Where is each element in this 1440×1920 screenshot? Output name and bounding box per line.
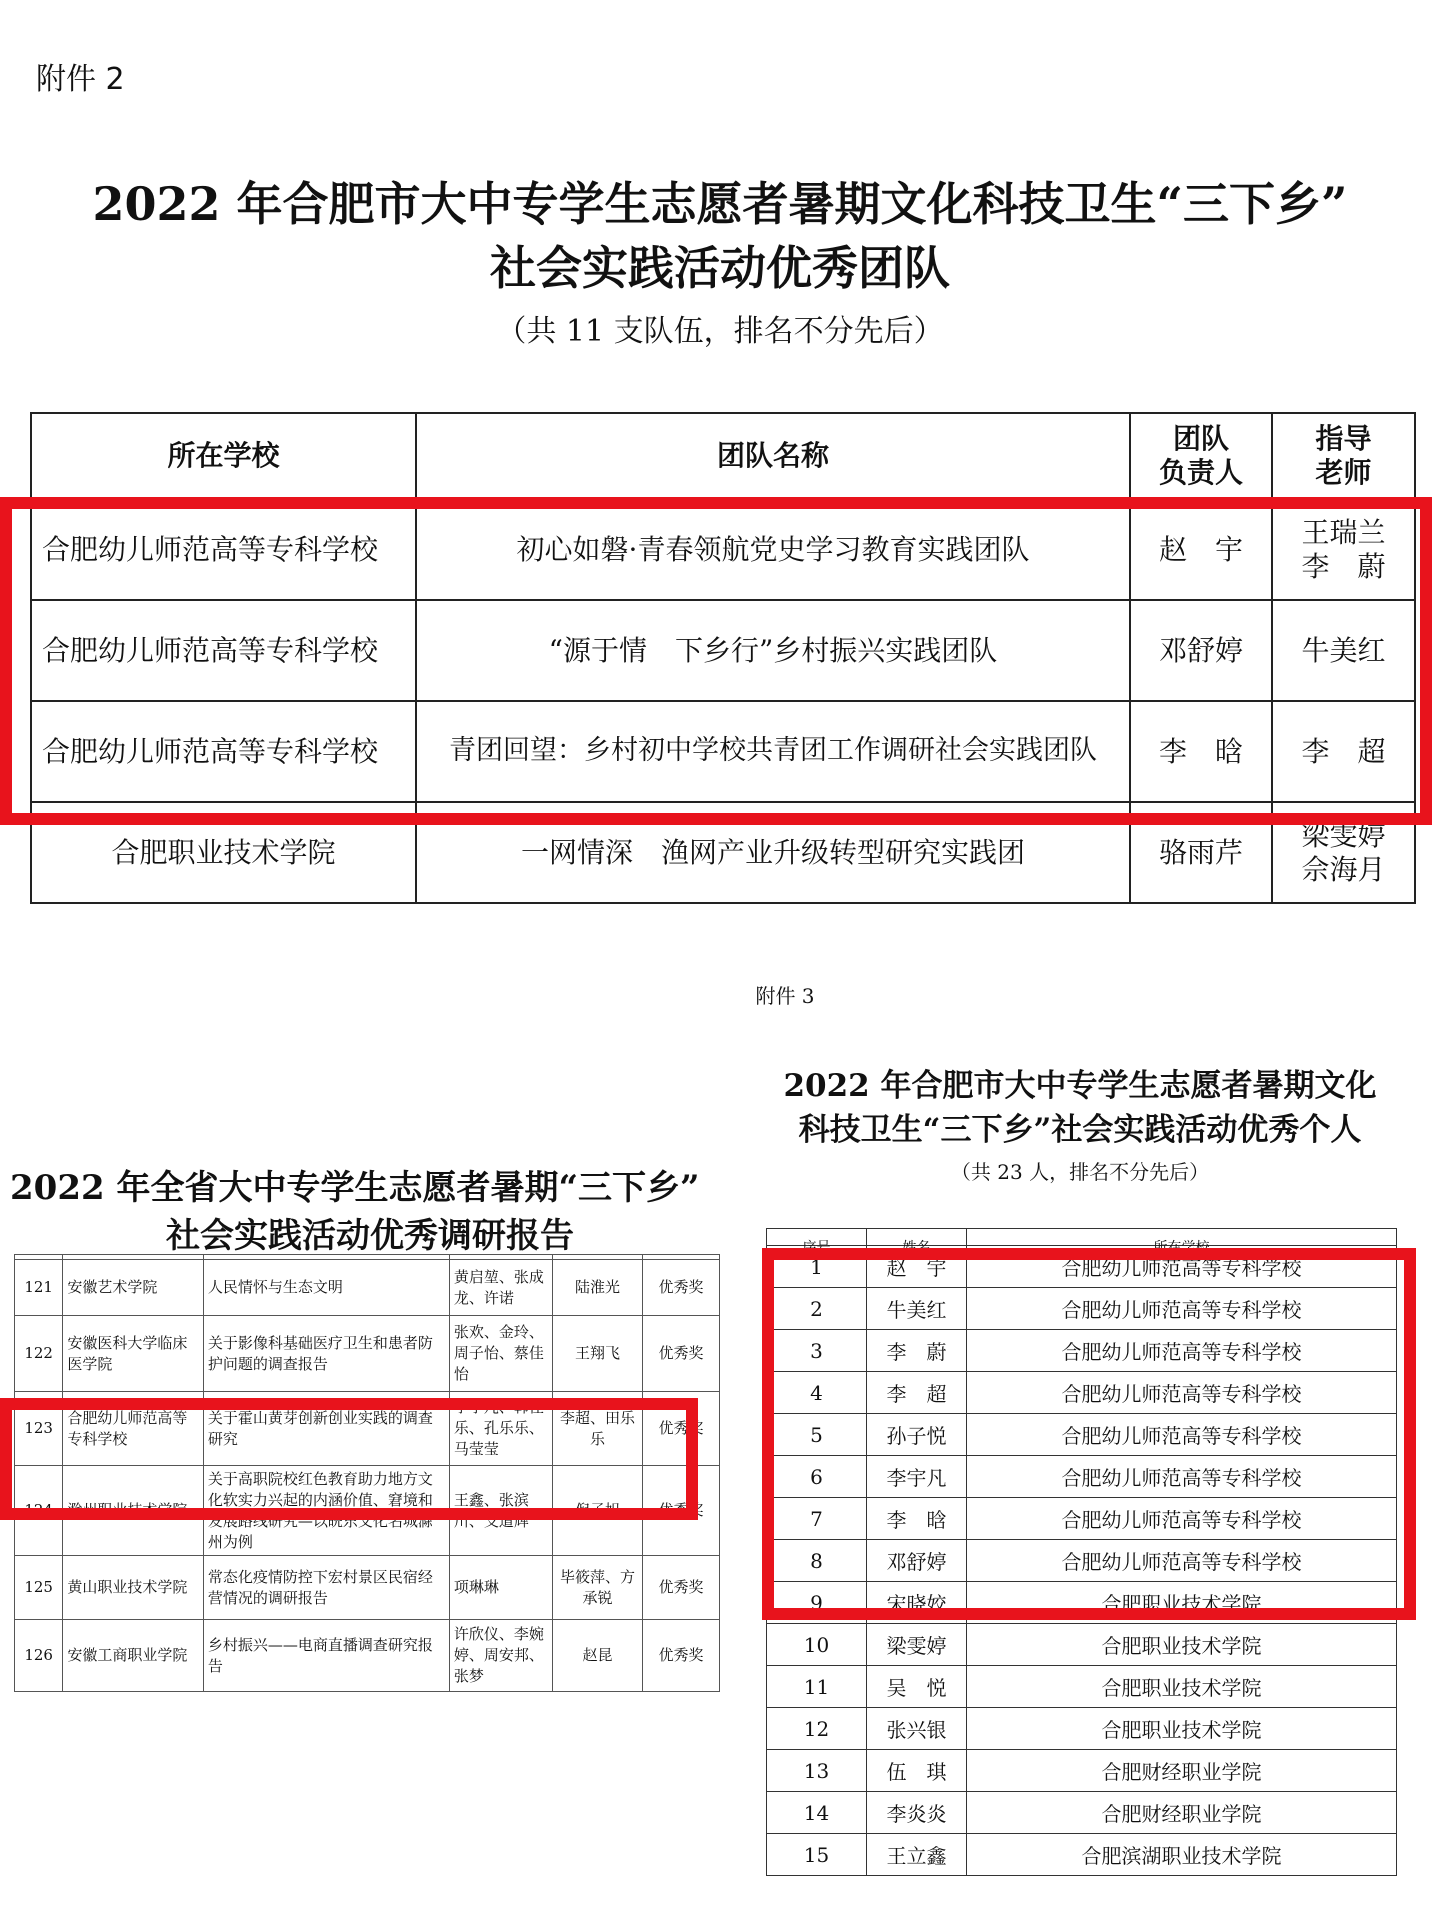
table-header-row <box>767 1229 1397 1246</box>
cell-no: 10 <box>767 1624 867 1666</box>
cell-school: 合肥滨湖职业技术学院 <box>967 1834 1397 1876</box>
header-leader-line1: 团队 <box>1172 422 1229 456</box>
cell-award: 优秀奖 <box>643 1556 720 1620</box>
cell-no: 15 <box>767 1834 867 1876</box>
cell-no: 2 <box>767 1288 867 1330</box>
header-team: 团队名称 <box>416 413 1130 499</box>
research-reports-table <box>14 1254 720 1692</box>
cell-name: 王立鑫 <box>867 1834 967 1876</box>
table-row <box>15 1556 720 1620</box>
cell-school: 合肥财经职业学院 <box>967 1750 1397 1792</box>
cell-no: 124 <box>15 1466 63 1556</box>
header-school: 所在学校 <box>31 413 416 499</box>
cell-leader: 李 晗 <box>1130 701 1272 802</box>
cell-school: 安徽艺术学院 <box>63 1260 204 1316</box>
cell-school: 合肥幼儿师范高等专科学校 <box>967 1288 1397 1330</box>
header-no-text: 序号 <box>802 1240 831 1256</box>
cell-school: 合肥职业技术学院 <box>967 1666 1397 1708</box>
cell-report-title: 乡村振兴——电商直播调查研究报告 <box>203 1620 449 1692</box>
header-name-text: 姓名 <box>902 1240 931 1256</box>
cell-report-title: 关于高职院校红色教育助力地方文化软实力兴起的内涵价值、窘境和发展路线研究—以皖东文化名城滁州为例 <box>203 1466 449 1556</box>
table-row <box>767 1246 1397 1288</box>
cell-school: 合肥职业技术学院 <box>967 1582 1397 1624</box>
cell-school: 合肥幼儿师范高等专科学校 <box>967 1498 1397 1540</box>
cell-report-title: 人民情怀与生态文明 <box>203 1260 449 1316</box>
cell-no: 125 <box>15 1556 63 1620</box>
table-row <box>31 499 1415 600</box>
table-row <box>767 1666 1397 1708</box>
cell-name: 张兴银 <box>867 1708 967 1750</box>
cell-award: 优秀奖 <box>643 1466 720 1556</box>
cell-school: 合肥幼儿师范高等专科学校 <box>967 1456 1397 1498</box>
table-row <box>767 1372 1397 1414</box>
cell-school: 合肥职业技术学院 <box>967 1708 1397 1750</box>
cell-members: 许欣仪、李婉婷、周安邦、张梦 <box>449 1620 552 1692</box>
cell-school: 安徽工商职业学院 <box>63 1620 204 1692</box>
cell-no: 123 <box>15 1392 63 1466</box>
excellent-teams-table <box>30 412 1416 904</box>
table-row <box>767 1456 1397 1498</box>
cell-school: 合肥幼儿师范高等专科学校 <box>31 499 416 600</box>
header-school <box>967 1229 1397 1256</box>
cell-advisor: 赵昆 <box>553 1620 643 1692</box>
document-subtitle: （共 11 支队伍，排名不分先后） <box>496 314 944 349</box>
cell-name: 李 晗 <box>867 1498 967 1540</box>
cell-advisor <box>1272 499 1415 600</box>
cell-leader: 赵 宇 <box>1130 499 1272 600</box>
table-row <box>767 1414 1397 1456</box>
cell-team: 一网情深 渔网产业升级转型研究实践团 <box>416 802 1130 903</box>
cell-no: 12 <box>767 1708 867 1750</box>
attachment-3-label: 附件 3 <box>755 984 815 1008</box>
cell-report-title: 常态化疫情防控下宏村景区民宿经营情况的调研报告 <box>203 1556 449 1620</box>
cell-advisor: 李超、田乐乐 <box>553 1392 643 1466</box>
header-name <box>867 1229 967 1256</box>
cell-school: 合肥幼儿师范高等专科学校 <box>967 1330 1397 1372</box>
table-row <box>15 1620 720 1692</box>
cell-advisor: 李 超 <box>1272 701 1415 802</box>
cell-no: 122 <box>15 1316 63 1392</box>
cell-school: 合肥幼儿师范高等专科学校 <box>967 1246 1397 1288</box>
cell-name: 邓舒婷 <box>867 1540 967 1582</box>
header-leader <box>1130 413 1272 499</box>
cell-report-title: 关于霍山黄芽创新创业实践的调查研究 <box>203 1392 449 1466</box>
cell-members: 黄启堃、张成龙、许诺 <box>449 1260 552 1316</box>
table-row <box>767 1288 1397 1330</box>
cell-school: 滁州职业技术学院 <box>63 1466 204 1556</box>
header-advisor-line2: 老师 <box>1315 456 1372 489</box>
cell-school: 合肥幼儿师范高等专科学校 <box>967 1414 1397 1456</box>
cell-no: 11 <box>767 1666 867 1708</box>
cell-school: 合肥幼儿师范高等专科学校 <box>967 1372 1397 1414</box>
advisor-name: 李 蔚 <box>1301 549 1386 583</box>
header-leader-line2: 负责人 <box>1158 456 1243 489</box>
cell-school: 安徽医科大学临床医学院 <box>63 1316 204 1392</box>
table-row <box>767 1330 1397 1372</box>
attachment-2-label: 附件 2 <box>36 62 125 97</box>
cell-name: 牛美红 <box>867 1288 967 1330</box>
table-row <box>767 1834 1397 1876</box>
cell-no: 126 <box>15 1620 63 1692</box>
cell-name: 李 超 <box>867 1372 967 1414</box>
cell-name: 梁雯婷 <box>867 1624 967 1666</box>
cell-name: 李 蔚 <box>867 1330 967 1372</box>
cell-no: 14 <box>767 1792 867 1834</box>
table-row <box>15 1260 720 1316</box>
cell-name: 赵 宇 <box>867 1246 967 1288</box>
table-row <box>767 1750 1397 1792</box>
cell-no: 5 <box>767 1414 867 1456</box>
cell-no: 13 <box>767 1750 867 1792</box>
cell-no: 121 <box>15 1260 63 1316</box>
table-header-row <box>31 413 1415 499</box>
cell-name: 李炎炎 <box>867 1792 967 1834</box>
cell-leader: 邓舒婷 <box>1130 600 1272 701</box>
cell-no: 7 <box>767 1498 867 1540</box>
cell-advisor: 牛美红 <box>1272 600 1415 701</box>
cell-school: 合肥幼儿师范高等专科学校 <box>967 1540 1397 1582</box>
cell-no: 8 <box>767 1540 867 1582</box>
cell-members: 李宇凡、韩佳乐、孔乐乐、马莹莹 <box>449 1392 552 1466</box>
document-title-line2: 社会实践活动优秀团队 <box>490 241 950 295</box>
cell-advisor: 倪子旭 <box>553 1466 643 1556</box>
table-row <box>767 1792 1397 1834</box>
cell-team: “源于情 下乡行”乡村振兴实践团队 <box>416 600 1130 701</box>
cell-advisor <box>1272 802 1415 903</box>
cell-name: 宋晓姣 <box>867 1582 967 1624</box>
cell-name: 伍 琪 <box>867 1750 967 1792</box>
cell-award: 优秀奖 <box>643 1620 720 1692</box>
table-row <box>31 600 1415 701</box>
cell-members: 张欢、金玲、周子怡、蔡佳怡 <box>449 1316 552 1392</box>
document-title: 2022 年合肥市大中专学生志愿者暑期文化科技卫生“三下乡” <box>92 177 1348 231</box>
cell-school: 合肥幼儿师范高等专科学校 <box>31 701 416 802</box>
table-row <box>767 1582 1397 1624</box>
cell-advisor: 王翔飞 <box>553 1316 643 1392</box>
cell-members: 王鑫、张滨川、支道辉 <box>449 1466 552 1556</box>
table-row <box>15 1392 720 1466</box>
table-row <box>767 1540 1397 1582</box>
cell-school: 合肥职业技术学院 <box>31 802 416 903</box>
cell-school: 黄山职业技术学院 <box>63 1556 204 1620</box>
individuals-title-line2: 科技卫生“三下乡”社会实践活动优秀个人 <box>798 1112 1362 1148</box>
table-row <box>15 1466 720 1556</box>
cell-name: 李宇凡 <box>867 1456 967 1498</box>
reports-title: 2022 年全省大中专学生志愿者暑期“三下乡” <box>10 1168 700 1208</box>
cell-advisor: 毕筱萍、方承锐 <box>553 1556 643 1620</box>
cell-no: 6 <box>767 1456 867 1498</box>
individuals-subtitle: （共 23 人，排名不分先后） <box>950 1160 1210 1184</box>
advisor-name: 王瑞兰 <box>1301 515 1386 549</box>
table-row <box>31 802 1415 903</box>
header-school-text: 所在学校 <box>1153 1240 1210 1256</box>
cell-award: 优秀奖 <box>643 1260 720 1316</box>
reports-title-line2: 社会实践活动优秀调研报告 <box>166 1216 574 1256</box>
cell-school: 合肥职业技术学院 <box>967 1624 1397 1666</box>
cell-award: 优秀奖 <box>643 1392 720 1466</box>
cell-no: 4 <box>767 1372 867 1414</box>
cell-award: 优秀奖 <box>643 1316 720 1392</box>
cell-advisor: 陆淮光 <box>553 1260 643 1316</box>
cell-members: 项琳琳 <box>449 1556 552 1620</box>
cell-team: 初心如磐·青春领航党史学习教育实践团队 <box>416 499 1130 600</box>
excellent-individuals-table <box>766 1228 1397 1876</box>
cell-report-title: 关于影像科基础医疗卫生和患者防护问题的调查报告 <box>203 1316 449 1392</box>
cell-no: 9 <box>767 1582 867 1624</box>
cell-name: 吴 悦 <box>867 1666 967 1708</box>
header-no <box>767 1229 867 1256</box>
table-row <box>31 701 1415 802</box>
header-advisor-line1: 指导 <box>1315 422 1372 456</box>
advisor-name: 梁雯婷 <box>1301 818 1386 852</box>
individuals-title: 2022 年合肥市大中专学生志愿者暑期文化 <box>783 1068 1377 1104</box>
cell-school: 合肥财经职业学院 <box>967 1792 1397 1834</box>
table-row <box>767 1624 1397 1666</box>
table-row <box>15 1316 720 1392</box>
advisor-name: 佘海月 <box>1301 852 1386 886</box>
cell-leader: 骆雨芹 <box>1130 802 1272 903</box>
header-advisor <box>1272 413 1415 499</box>
table-row <box>767 1708 1397 1750</box>
cell-team: 青团回望：乡村初中学校共青团工作调研社会实践团队 <box>416 701 1130 802</box>
cell-school: 合肥幼儿师范高等专科学校 <box>31 600 416 701</box>
cell-name: 孙子悦 <box>867 1414 967 1456</box>
table-row <box>767 1498 1397 1540</box>
cell-no: 1 <box>767 1246 867 1288</box>
cell-school: 合肥幼儿师范高等专科学校 <box>63 1392 204 1466</box>
cell-no: 3 <box>767 1330 867 1372</box>
